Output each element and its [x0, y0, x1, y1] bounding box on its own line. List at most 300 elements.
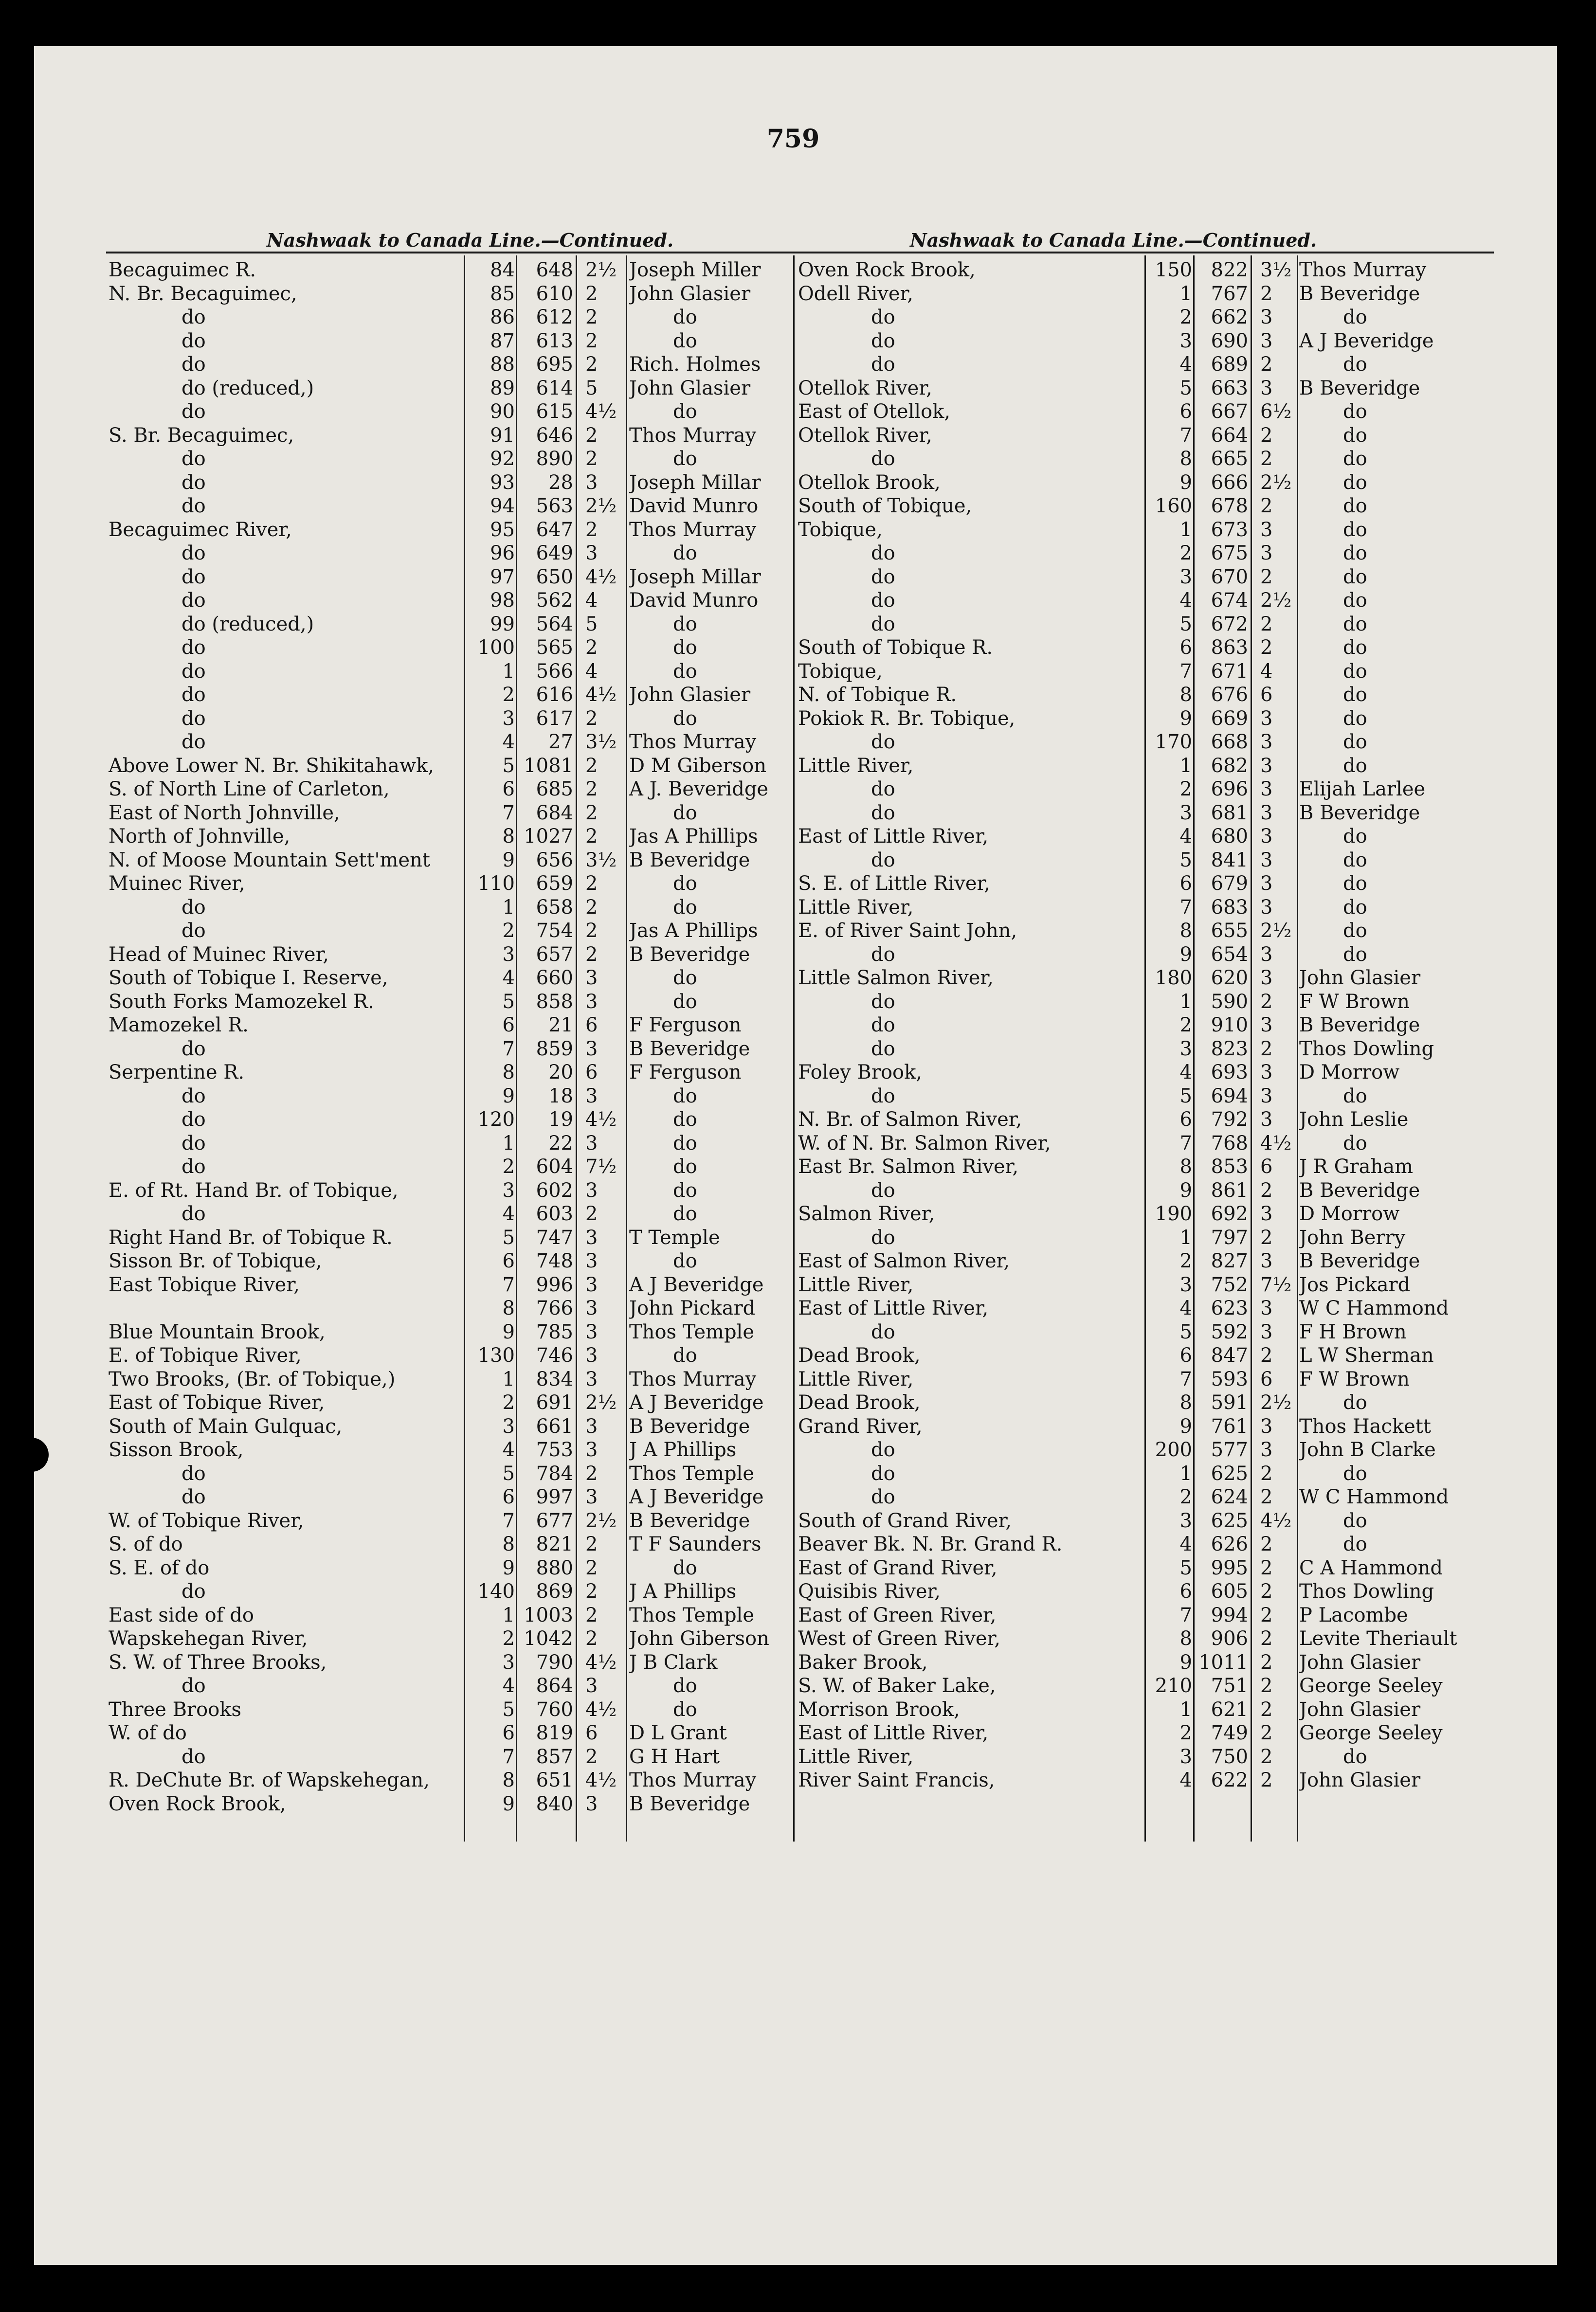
line-cell: 9 [1179, 1651, 1192, 1674]
place-cell: Sisson Br. of Tobique, [109, 1250, 322, 1272]
acres-cell: 2 [585, 801, 598, 824]
table-row [106, 1297, 807, 1320]
place-cell: do [181, 1486, 206, 1508]
table-row [793, 1108, 1494, 1132]
acres-cell: 2 [1260, 353, 1273, 376]
line-cell: 2 [502, 1391, 515, 1414]
line-cell: 100 [477, 636, 515, 659]
line-cell: 6 [502, 1486, 515, 1508]
name-cell: Thos Murray [629, 424, 757, 447]
place-cell: do [181, 400, 206, 423]
table-row [793, 636, 1494, 660]
line-cell: 7 [502, 1273, 515, 1296]
binding-hole [15, 1438, 49, 1472]
table-row [106, 518, 807, 542]
place-cell: Tobique, [798, 518, 883, 541]
name-cell: B Beveridge [1299, 801, 1420, 824]
number-cell: 847 [1211, 1344, 1248, 1367]
acres-cell: 2 [585, 353, 598, 376]
number-cell: 746 [536, 1344, 573, 1367]
table-row [106, 1651, 807, 1675]
place-cell: E. of Tobique River, [109, 1344, 302, 1367]
line-cell: 4 [1179, 1533, 1192, 1555]
name-cell: do [1343, 448, 1367, 470]
table-row [106, 258, 807, 282]
acres-cell: 3½ [1260, 259, 1292, 281]
line-cell: 8 [1179, 448, 1192, 470]
line-cell: 6 [1179, 872, 1192, 895]
table-row [106, 872, 807, 896]
table-row [793, 282, 1494, 306]
table-row [106, 1155, 807, 1179]
acres-cell: 2 [1260, 1462, 1273, 1485]
table-row [106, 353, 807, 377]
name-cell: Elijah Larlee [1299, 778, 1426, 800]
place-cell: do [871, 353, 895, 376]
place-cell: River Saint Francis, [798, 1769, 995, 1791]
name-cell: do [673, 660, 697, 683]
number-cell: 1081 [524, 754, 573, 777]
number-cell: 662 [1211, 306, 1248, 328]
acres-cell: 2 [585, 448, 598, 470]
line-cell: 4 [1179, 825, 1192, 848]
line-cell: 4 [1179, 589, 1192, 612]
number-cell: 821 [536, 1533, 573, 1555]
line-cell: 110 [477, 872, 515, 895]
place-cell: do [871, 1439, 895, 1461]
table-row [106, 1674, 807, 1698]
name-cell: do [1343, 943, 1367, 966]
place-cell: South Forks Mamozekel R. [109, 990, 374, 1013]
name-cell: do [1343, 707, 1367, 730]
place-cell: do [871, 1037, 895, 1060]
name-cell: do [1343, 1533, 1367, 1555]
number-cell: 615 [536, 400, 573, 423]
acres-cell: 3 [585, 990, 598, 1013]
name-cell: do [1343, 920, 1367, 942]
number-cell: 620 [1211, 967, 1248, 989]
line-cell: 4 [502, 1439, 515, 1461]
place-cell: R. DeChute Br. of Wapskehegan, [109, 1769, 430, 1791]
place-cell: Otellok River, [798, 424, 932, 447]
name-cell: George Seeley [1299, 1675, 1443, 1697]
number-cell: 674 [1211, 589, 1248, 612]
number-cell: 690 [1211, 329, 1248, 352]
acres-cell: 3 [585, 1132, 598, 1155]
table-row [106, 966, 807, 990]
place-cell: Two Brooks, (Br. of Tobique,) [109, 1368, 396, 1391]
place-cell: Pokiok R. Br. Tobique, [798, 707, 1016, 730]
table-row [793, 1698, 1494, 1722]
number-cell: 648 [536, 259, 573, 281]
place-cell: do [181, 1580, 206, 1603]
name-cell: F W Brown [1299, 1368, 1410, 1391]
line-cell: 4 [1179, 1769, 1192, 1791]
number-cell: 695 [536, 353, 573, 376]
name-cell: A J Beveridge [1299, 329, 1434, 352]
name-cell: John Glasier [1299, 1651, 1421, 1674]
acres-cell: 2 [585, 1203, 598, 1225]
table-row [793, 1013, 1494, 1037]
table-row [106, 660, 807, 684]
name-cell: Jas A Phillips [629, 920, 758, 942]
number-cell: 668 [1211, 731, 1248, 753]
number-cell: 785 [536, 1320, 573, 1343]
number-cell: 665 [1211, 448, 1248, 470]
number-cell: 27 [548, 731, 573, 753]
place-cell: East of Otellok, [798, 400, 951, 423]
line-cell: 7 [1179, 1368, 1192, 1391]
place-cell: do [181, 589, 206, 612]
number-cell: 623 [1211, 1297, 1248, 1319]
place-cell: do [871, 1179, 895, 1202]
line-cell: 150 [1155, 259, 1192, 281]
number-cell: 749 [1211, 1722, 1248, 1744]
name-cell: A J. Beveridge [629, 778, 769, 800]
number-cell: 853 [1211, 1156, 1248, 1178]
page-number: 759 [766, 124, 820, 154]
name-cell: do [1343, 1132, 1367, 1155]
acres-cell: 3 [585, 1297, 598, 1319]
acres-cell: 3 [1260, 967, 1273, 989]
name-cell: A J Beveridge [629, 1486, 764, 1508]
name-cell: Thos Murray [1299, 259, 1427, 281]
table-row [793, 1415, 1494, 1439]
line-cell: 5 [502, 990, 515, 1013]
place-cell: Oven Rock Brook, [798, 259, 976, 281]
name-cell: B Beveridge [1299, 377, 1420, 399]
acres-cell: 2 [585, 1627, 598, 1650]
line-cell: 9 [1179, 471, 1192, 494]
place-cell: do [181, 306, 206, 328]
number-cell: 754 [536, 920, 573, 942]
name-cell: Thos Murray [629, 1769, 757, 1791]
acres-cell: 4½ [1260, 1132, 1292, 1155]
table-row [793, 1344, 1494, 1368]
line-cell: 1 [502, 1132, 515, 1155]
table-row [106, 636, 807, 660]
table-row [106, 1368, 807, 1391]
acres-cell: 2 [585, 1604, 598, 1626]
place-cell: do [871, 1486, 895, 1508]
acres-cell: 3 [585, 1320, 598, 1343]
place-cell: do [181, 448, 206, 470]
table-row [793, 1509, 1494, 1533]
place-cell: do [181, 1745, 206, 1768]
place-cell: Grand River, [798, 1415, 923, 1438]
place-cell: do [181, 660, 206, 683]
name-cell: J B Clark [629, 1651, 718, 1674]
number-cell: 625 [1211, 1509, 1248, 1532]
number-cell: 890 [536, 448, 573, 470]
place-cell: do [181, 1203, 206, 1225]
table-row [106, 1533, 807, 1556]
number-cell: 684 [536, 801, 573, 824]
table-row [106, 1438, 807, 1462]
line-cell: 94 [490, 495, 515, 517]
table-row [106, 1179, 807, 1203]
acres-cell: 4½ [585, 565, 617, 588]
place-cell: S. E. of Little River, [798, 872, 990, 895]
right-section-header [793, 229, 1494, 253]
place-cell: do [181, 1037, 206, 1060]
place-cell: do [181, 1084, 206, 1107]
acres-cell: 2 [585, 920, 598, 942]
acres-cell: 7½ [585, 1156, 617, 1178]
acres-cell: 2 [1260, 1037, 1273, 1060]
place-cell: East of North Johnville, [109, 801, 340, 824]
place-cell: do [181, 920, 206, 942]
table-row [106, 849, 807, 872]
number-cell: 797 [1211, 1226, 1248, 1249]
name-cell: do [1343, 565, 1367, 588]
place-cell: do [181, 353, 206, 376]
number-cell: 997 [536, 1486, 573, 1508]
name-cell: do [1343, 518, 1367, 541]
line-cell: 130 [477, 1344, 515, 1367]
number-cell: 566 [536, 660, 573, 683]
number-cell: 593 [1211, 1368, 1248, 1391]
line-cell: 6 [502, 1722, 515, 1744]
line-cell: 2 [1179, 306, 1192, 328]
number-cell: 678 [1211, 495, 1248, 517]
place-cell: Blue Mountain Brook, [109, 1320, 326, 1343]
place-cell: do [871, 613, 895, 635]
place-cell: East of Little River, [798, 1722, 989, 1744]
acres-cell: 3 [585, 1273, 598, 1296]
name-cell: do [673, 801, 697, 824]
name-cell: do [673, 613, 697, 635]
acres-cell: 2 [1260, 1651, 1273, 1674]
table-row [793, 1320, 1494, 1344]
acres-cell: 3 [585, 542, 598, 564]
acres-cell: 2 [585, 943, 598, 966]
line-cell: 1 [1179, 1226, 1192, 1249]
number-cell: 666 [1211, 471, 1248, 494]
number-cell: 864 [536, 1675, 573, 1697]
table-row [793, 613, 1494, 636]
line-cell: 3 [1179, 329, 1192, 352]
name-cell: George Seeley [1299, 1722, 1443, 1744]
line-cell: 8 [502, 1769, 515, 1791]
place-cell: W. of N. Br. Salmon River, [798, 1132, 1051, 1155]
name-cell: John Pickard [629, 1297, 756, 1319]
number-cell: 784 [536, 1462, 573, 1485]
right-column [793, 229, 1494, 1861]
line-cell: 6 [1179, 1108, 1192, 1131]
acres-cell: 3 [1260, 1320, 1273, 1343]
left-column [106, 229, 807, 1861]
line-cell: 3 [1179, 1745, 1192, 1768]
place-cell: do [871, 849, 895, 871]
table-row [793, 1462, 1494, 1486]
line-cell: 6 [1179, 636, 1192, 659]
place-cell: S. Br. Becaguimec, [109, 424, 294, 447]
table-row [793, 730, 1494, 754]
acres-cell: 3 [585, 1439, 598, 1461]
table-row [106, 447, 807, 471]
table-row [793, 1132, 1494, 1156]
line-cell: 92 [490, 448, 515, 470]
number-cell: 659 [536, 872, 573, 895]
number-cell: 610 [536, 282, 573, 305]
line-cell: 3 [502, 1415, 515, 1438]
table-row [106, 306, 807, 329]
acres-cell: 3 [585, 1084, 598, 1107]
acres-cell: 2 [1260, 990, 1273, 1013]
name-cell: do [673, 400, 697, 423]
name-cell: do [1343, 589, 1367, 612]
name-cell: John Glasier [1299, 1698, 1421, 1721]
place-cell: do [871, 565, 895, 588]
name-cell: do [1343, 306, 1367, 328]
number-cell: 906 [1211, 1627, 1248, 1650]
number-cell: 667 [1211, 400, 1248, 423]
line-cell: 5 [502, 1698, 515, 1721]
line-cell: 7 [502, 1037, 515, 1060]
acres-cell: 2½ [585, 1391, 617, 1414]
acres-cell: 3 [1260, 825, 1273, 848]
acres-cell: 2 [585, 1580, 598, 1603]
acres-cell: 6 [1260, 1156, 1273, 1178]
acres-cell: 2 [1260, 636, 1273, 659]
table-row [793, 1721, 1494, 1745]
number-cell: 694 [1211, 1084, 1248, 1107]
number-cell: 646 [536, 424, 573, 447]
place-cell: Morrison Brook, [798, 1698, 960, 1721]
acres-cell: 2 [585, 707, 598, 730]
acres-cell: 6 [585, 1722, 598, 1744]
number-cell: 840 [536, 1792, 573, 1815]
line-cell: 7 [502, 1745, 515, 1768]
place-cell: do [181, 1132, 206, 1155]
name-cell: Joseph Millar [629, 471, 761, 494]
table-row [106, 1604, 807, 1627]
line-cell: 120 [477, 1108, 515, 1131]
name-cell: D Morrow [1299, 1203, 1400, 1225]
place-cell: Otellok Brook, [798, 471, 941, 494]
table-row [793, 1391, 1494, 1415]
place-cell: do [181, 1675, 206, 1697]
number-cell: 827 [1211, 1250, 1248, 1272]
name-cell: do [1343, 1391, 1367, 1414]
number-cell: 685 [536, 778, 573, 800]
table-row [793, 1533, 1494, 1556]
number-cell: 647 [536, 518, 573, 541]
table-row [106, 1013, 807, 1037]
place-cell: do [871, 801, 895, 824]
table-row [106, 1627, 807, 1651]
name-cell: F H Brown [1299, 1320, 1407, 1343]
number-cell: 657 [536, 943, 573, 966]
table-row [793, 1273, 1494, 1297]
table-row [106, 777, 807, 801]
name-cell: T F Saunders [629, 1533, 762, 1555]
acres-cell: 4 [585, 660, 598, 683]
acres-cell: 2 [585, 518, 598, 541]
acres-cell: 2 [1260, 1344, 1273, 1367]
line-cell: 1 [1179, 1462, 1192, 1485]
acres-cell: 3 [585, 1250, 598, 1272]
line-cell: 8 [502, 1533, 515, 1555]
place-cell: Head of Muinec River, [109, 943, 329, 966]
line-cell: 5 [1179, 849, 1192, 871]
name-cell: do [673, 896, 697, 919]
place-cell: W. of do [109, 1722, 187, 1744]
number-cell: 565 [536, 636, 573, 659]
number-cell: 1011 [1198, 1651, 1248, 1674]
acres-cell: 2 [1260, 1556, 1273, 1579]
table-row [106, 1745, 807, 1769]
table-row [793, 919, 1494, 943]
name-cell: John Leslie [1299, 1108, 1409, 1131]
name-cell: Thos Dowling [1299, 1580, 1434, 1603]
place-cell: S. of North Line of Carleton, [109, 778, 390, 800]
place-cell: Odell River, [798, 282, 913, 305]
table-row [106, 1769, 807, 1792]
name-cell: do [673, 1132, 697, 1155]
place-cell: South of Tobique, [798, 495, 972, 517]
acres-cell: 3 [1260, 778, 1273, 800]
place-cell: do [181, 329, 206, 352]
table-row [106, 471, 807, 495]
place-cell: Muinec River, [109, 872, 245, 895]
table-row [106, 282, 807, 306]
left-section-title: Nashwaak to Canada Line.—Continued. [267, 229, 674, 251]
number-cell: 626 [1211, 1533, 1248, 1555]
table-row [793, 565, 1494, 589]
name-cell: J R Graham [1299, 1156, 1414, 1178]
table-row [106, 1037, 807, 1061]
number-cell: 590 [1211, 990, 1248, 1013]
place-cell: E. of River Saint John, [798, 920, 1017, 942]
name-cell: do [673, 306, 697, 328]
table-row [106, 707, 807, 731]
acres-cell: 2 [585, 329, 598, 352]
place-cell: South of Main Gulquac, [109, 1415, 343, 1438]
line-cell: 7 [1179, 1132, 1192, 1155]
table-row [106, 1721, 807, 1745]
acres-cell: 4½ [585, 1769, 617, 1791]
line-cell: 9 [502, 1320, 515, 1343]
place-cell: do [871, 589, 895, 612]
acres-cell: 3 [585, 1486, 598, 1508]
table-row [793, 1249, 1494, 1273]
line-cell: 8 [1179, 1156, 1192, 1178]
acres-cell: 2 [1260, 613, 1273, 635]
number-cell: 18 [548, 1084, 573, 1107]
name-cell: A J Beveridge [629, 1391, 764, 1414]
number-cell: 21 [548, 1014, 573, 1036]
table-row [793, 754, 1494, 778]
acres-cell: 2 [585, 778, 598, 800]
line-cell: 6 [502, 778, 515, 800]
number-cell: 859 [536, 1037, 573, 1060]
table-row [106, 1344, 807, 1368]
place-cell: do [181, 495, 206, 517]
acres-cell: 3 [1260, 1250, 1273, 1272]
acres-cell: 3 [1260, 849, 1273, 871]
acres-cell: 2 [585, 1556, 598, 1579]
name-cell: do [1343, 1462, 1367, 1485]
number-cell: 750 [1211, 1745, 1248, 1768]
line-cell: 5 [502, 754, 515, 777]
acres-cell: 2 [1260, 424, 1273, 447]
line-cell: 140 [477, 1580, 515, 1603]
acres-cell: 2 [1260, 1769, 1273, 1791]
place-cell: do [181, 707, 206, 730]
number-cell: 660 [536, 967, 573, 989]
